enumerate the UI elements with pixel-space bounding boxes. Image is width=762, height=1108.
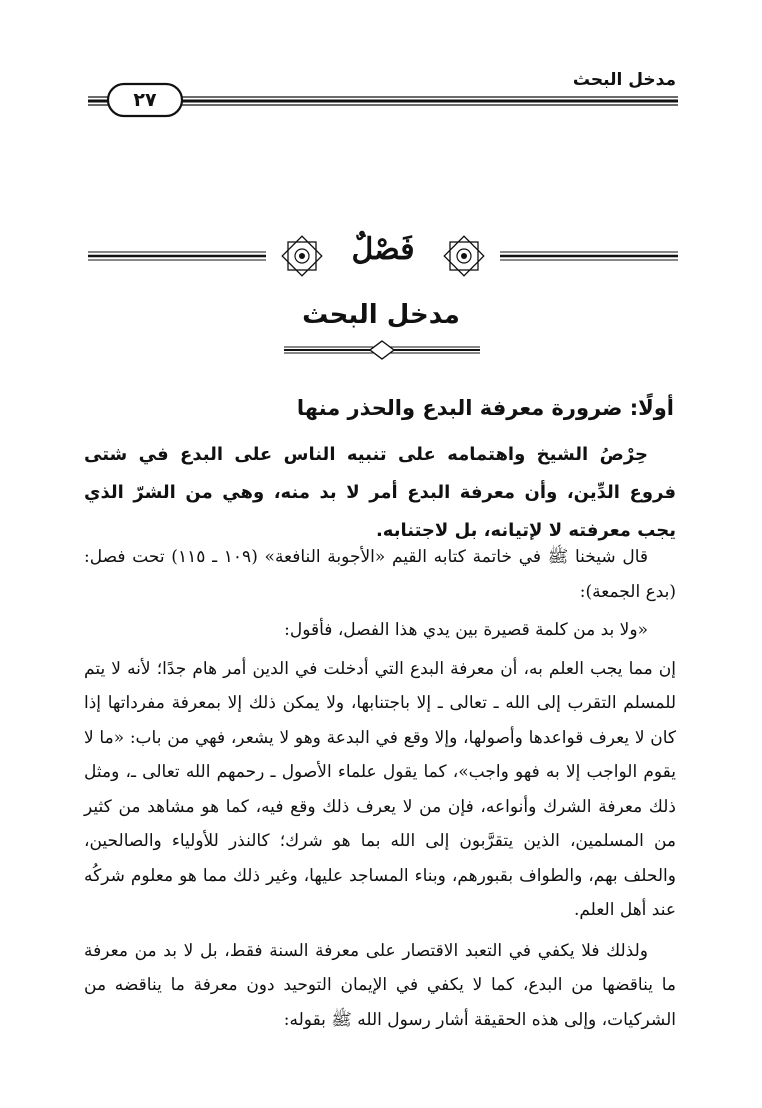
chapter-label: فَصْلٌ xyxy=(351,232,415,267)
body-paragraph-2: ولذلك فلا يكفي في التعبد الاقتصار على معرفة السنة فقط، بل لا بد من معرفة ما يناقضها من البدع، كما لا يكفي في الإيمان التوحيد دون معرفة ما يناقضه من الشركيات، وإلى هذه الحقيقة أشار رسول الله ﷺ بقوله: xyxy=(84,940,676,1030)
star-ornament-icon xyxy=(282,236,322,276)
page-number: ٢٧ xyxy=(133,89,157,111)
body-paragraph-1: إن مما يجب العلم به، أن معرفة البدع التي أدخلت في الدين أمر هام جدًا؛ لأنه لا يتم للمسلم التقرب إلى الله ـ تعالى ـ إلا باجتنابها، ولا يمكن ذلك إلا بمعرفة مفرداتها إذا كان لا يعرف قواعدها وأصولها، وإلا وقع في البدعة وهو لا يشعر، فهي من باب: «ما لا يقوم الواجب إلا به فهو واجب»، كما يقول علماء الأصول ـ رحمهم الله تعالى ـ، ومثل ذلك معرفة الشرك وأنواعه، فإن من لا يعرف ذلك وقع فيه، كما هو مشاهد من كثير من المسلمين، الذين يتقرَّبون إلى الله بما هو شرك؛ كالنذر للأولياء والصالحين، والحلف بهم، والطواف بقبورهم، وبناء المساجد عليها، وغير ذلك مما هو معلوم شركُه عند أهل العلم. xyxy=(84,658,676,920)
quote-opening: «ولا بد من كلمة قصيرة بين يدي هذا الفصل، فأقول: xyxy=(284,620,648,640)
body-text xyxy=(84,540,676,1041)
running-title: مدخل البحث xyxy=(572,70,676,90)
intro-paragraph: قال شيخنا ﷺ في خاتمة كتابه القيم «الأجوبة النافعة» (١٠٩ ـ ١١٥) تحت فصل: (بدع الجمعة): xyxy=(84,547,676,602)
section-heading: أولًا: ضرورة معرفة البدع والحذر منها xyxy=(296,396,674,420)
chapter-title: مدخل البحث xyxy=(302,300,460,330)
title-divider xyxy=(284,340,480,360)
star-ornament-icon xyxy=(444,236,484,276)
summary-paragraph xyxy=(84,436,676,550)
summary-text: حِرْصُ الشيخ واهتمامه على تنبيه الناس على البدع في شتى فروع الدِّين، وأن معرفة البدع أمر لا بد منه، وهي من الشرّ الذي يجب معرفته لا لإتيانه، بل لاجتنابه. xyxy=(84,444,676,541)
